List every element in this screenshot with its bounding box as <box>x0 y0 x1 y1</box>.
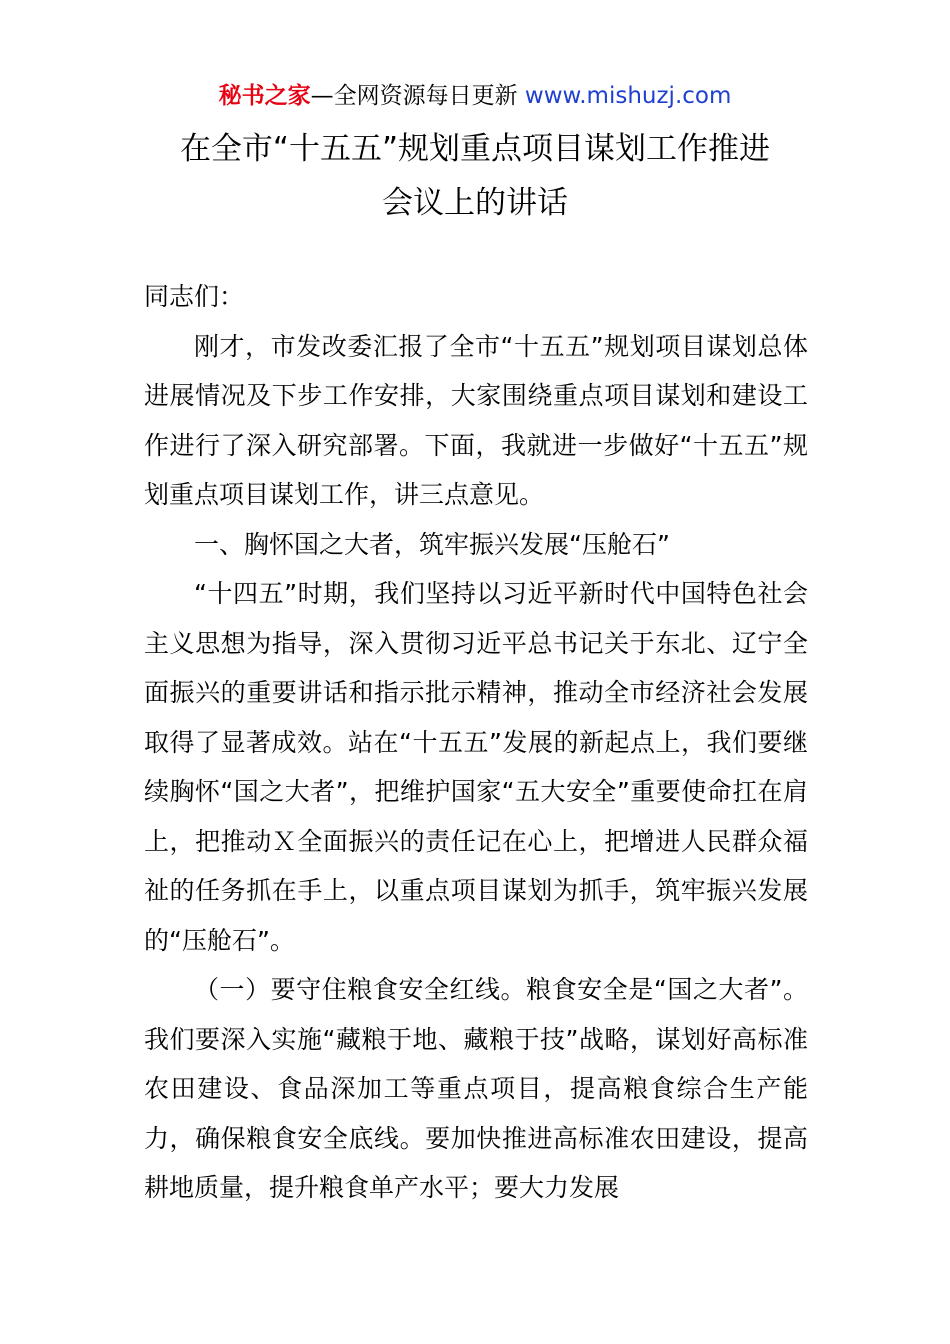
document-title <box>130 122 820 230</box>
salutation: 同志们： <box>144 282 245 311</box>
document-body <box>144 272 808 1213</box>
body-paragraph: （一）要守住粮食安全红线。粮食安全是“国之大者”。我们要深入实施“藏粮于地、藏粮于技”战略，谋划好高标准农田建设、食品深加工等重点项目，提高粮食综合生产能力，确保粮食安全底线。要加快推进高标准农田建设，提高耕地质量，提升粮食单产水平；要大力发展 <box>144 975 808 1202</box>
title-line-2: 会议上的讲话 <box>382 185 568 221</box>
title-line-1: 在全市“十五五”规划重点项目谋划工作推进 <box>179 131 771 167</box>
brand-name: 秘书之家 <box>218 83 311 109</box>
site-url[interactable]: www.mishuzj.com <box>524 83 732 109</box>
section-heading: 一、胸怀国之大者，筑牢振兴发展“压舱石” <box>194 529 670 559</box>
header-tagline: —全网资源每日更新 <box>310 83 525 109</box>
site-header <box>0 80 950 112</box>
body-paragraph: 刚才，市发改委汇报了全市“十五五”规划项目谋划总体进展情况及下步工作安排，大家围绕重点项目谋划和建设工作进行了深入研究部署。下面，我就进一步做好“十五五”规划重点项目谋划工作，讲三点意见。 <box>144 331 808 509</box>
body-paragraph: “十四五”时期，我们坚持以习近平新时代中国特色社会主义思想为指导，深入贯彻习近平总书记关于东北、辽宁全面振兴的重要讲话和指示批示精神，推动全市经济社会发展取得了显著成效。站在“十五五”发展的新起点上，我们要继续胸怀“国之大者”，把维护国家“五大安全”重要使命扛在肩上，把推动Ｘ全面振兴的责任记在心上，把增进人民群众福祉的任务抓在手上，以重点项目谋划为抓手，筑牢振兴发展的“压舱石”。 <box>144 579 808 955</box>
